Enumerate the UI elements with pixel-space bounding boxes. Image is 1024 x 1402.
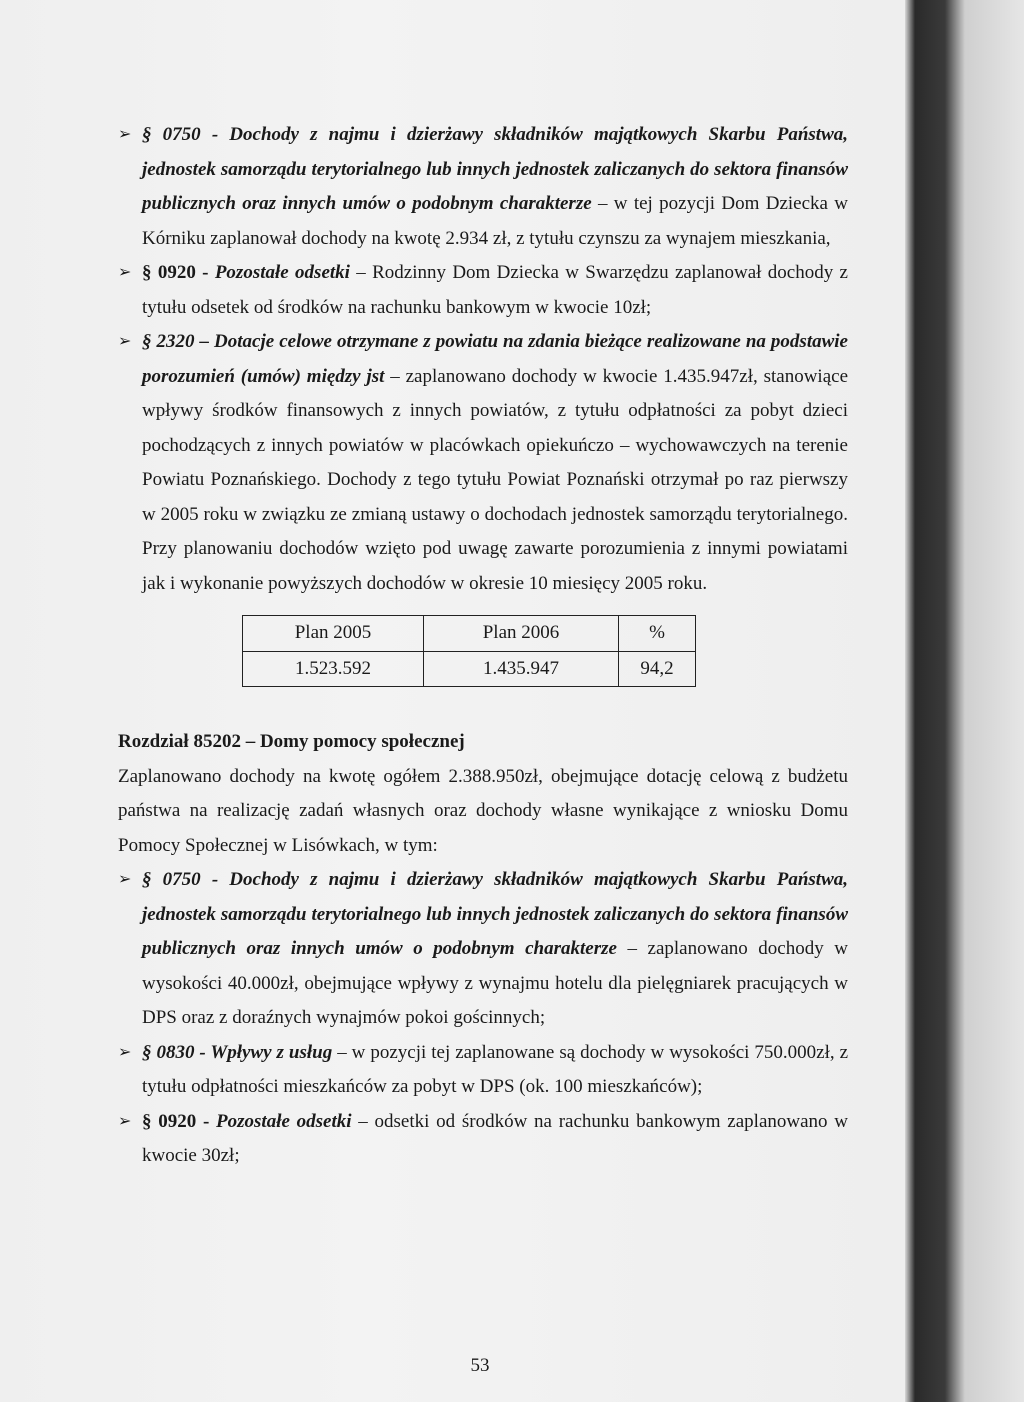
document-body <box>118 118 848 1174</box>
paragraph-text: – zaplanowano dochody w kwocie 1.435.947zł, stanowiące wpływy środków finansowych z innych powiatów, z tytułu odpłatności za pobyt dzieci pochodzących z innych powiatów w placówkach opiekuńczo – wychowawczych na terenie Powiatu Poznańskiego. Dochody z tego tytułu Powiat Poznański otrzymał po raz pierwszy w 2005 roku w związku ze zmianą ustawy o dochodach jednostek samorządu terytorialnego. Przy planowaniu dochodów wzięto pod uwagę zawarte porozumienia z innymi powiatami jak i wykonanie powyższych dochodów w okresie 10 miesięcy 2005 roku. <box>142 365 849 594</box>
paragraph-text: – Rodzinny Dom Dziecka w Swarzędzu zaplanował dochody z tytułu odsetek od środków na rachunku bankowym w kwocie 10zł; <box>142 262 848 318</box>
arrow-bullet-icon: ➢ <box>118 871 132 888</box>
paragraph-text: – zaplanowano dochody w wysokości 40.000zł, obejmujące wpływy z wynajmu hotelu dla pielęgniarek pracujących w DPS oraz z doraźnych wynajmów pokoi gościnnych; <box>142 938 848 1028</box>
table-header-row <box>243 616 696 652</box>
table-cell: 1.435.947 <box>424 651 619 687</box>
paragraph-title: § 0750 - Dochody z najmu i dzierżawy składników majątkowych Skarbu Państwa, jednostek samorządu terytorialnego lub innych jednostek zaliczanych do sektora finansów publicznych oraz innych umów o podobnym charakterze <box>142 124 848 214</box>
list-item <box>118 1105 848 1174</box>
paragraph-title: § 0750 - Dochody z najmu i dzierżawy składników majątkowych Skarbu Państwa, jednostek samorządu terytorialnego lub innych jednostek zaliczanych do sektora finansów publicznych oraz innych umów o podobnym charakterze <box>142 869 848 959</box>
arrow-bullet-icon: ➢ <box>118 264 132 281</box>
arrow-bullet-icon: ➢ <box>118 1043 132 1061</box>
paragraph-text: – w pozycji tej zaplanowane są dochody w wysokości 750.000zł, z tytułu odpłatności mieszkańców za pobyt w DPS (ok. 100 mieszkańców); <box>142 1041 848 1097</box>
paragraph-code: § 0920 - <box>142 1110 217 1132</box>
scan-edge <box>905 0 1024 1402</box>
table-cell: 94,2 <box>619 651 696 687</box>
paragraph-title: § 0830 - Wpływy z usług <box>142 1041 333 1063</box>
section-heading: Rozdział 85202 – Domy pomocy społecznej <box>118 731 465 752</box>
paragraph-text: – w tej pozycji Dom Dziecka w Kórniku zaplanował dochody na kwotę 2.934 zł, z tytułu czynszu za wynajem mieszkania, <box>142 193 849 249</box>
table-row <box>243 651 696 687</box>
page-number: 53 <box>470 1355 490 1376</box>
table-header-cell: Plan 2005 <box>243 616 424 652</box>
plan-table <box>242 615 696 687</box>
paragraph: Zaplanowano dochody na kwotę ogółem 2.388.950zł, obejmujące dotację celową z budżetu państwa na realizację zadań własnych oraz dochody własne wynikające z wniosku Domu Pomocy Społecznej w Lisówkach, w tym: <box>118 765 848 856</box>
list-item <box>118 863 848 1036</box>
paragraph-code: § 0920 - <box>142 262 215 283</box>
paragraph-title: Pozostałe odsetki <box>216 1110 352 1132</box>
paragraph-text: – odsetki od środków na rachunku bankowym zaplanowano w kwocie 30zł; <box>142 1110 848 1166</box>
list-item <box>118 256 848 325</box>
paragraph-title: Pozostałe odsetki <box>214 262 350 283</box>
list-item <box>118 325 848 601</box>
list-item <box>118 118 848 256</box>
arrow-bullet-icon: ➢ <box>118 1112 132 1130</box>
table-header-cell: % <box>619 616 696 652</box>
list-item <box>118 1036 848 1105</box>
arrow-bullet-icon: ➢ <box>118 126 132 143</box>
table-header-cell: Plan 2006 <box>424 616 619 652</box>
arrow-bullet-icon: ➢ <box>118 333 132 350</box>
table-cell: 1.523.592 <box>243 651 424 687</box>
paragraph-title: § 2320 – Dotacje celowe otrzymane z powiatu na zdania bieżące realizowane na podstawie porozumień (umów) między jst <box>142 331 848 387</box>
